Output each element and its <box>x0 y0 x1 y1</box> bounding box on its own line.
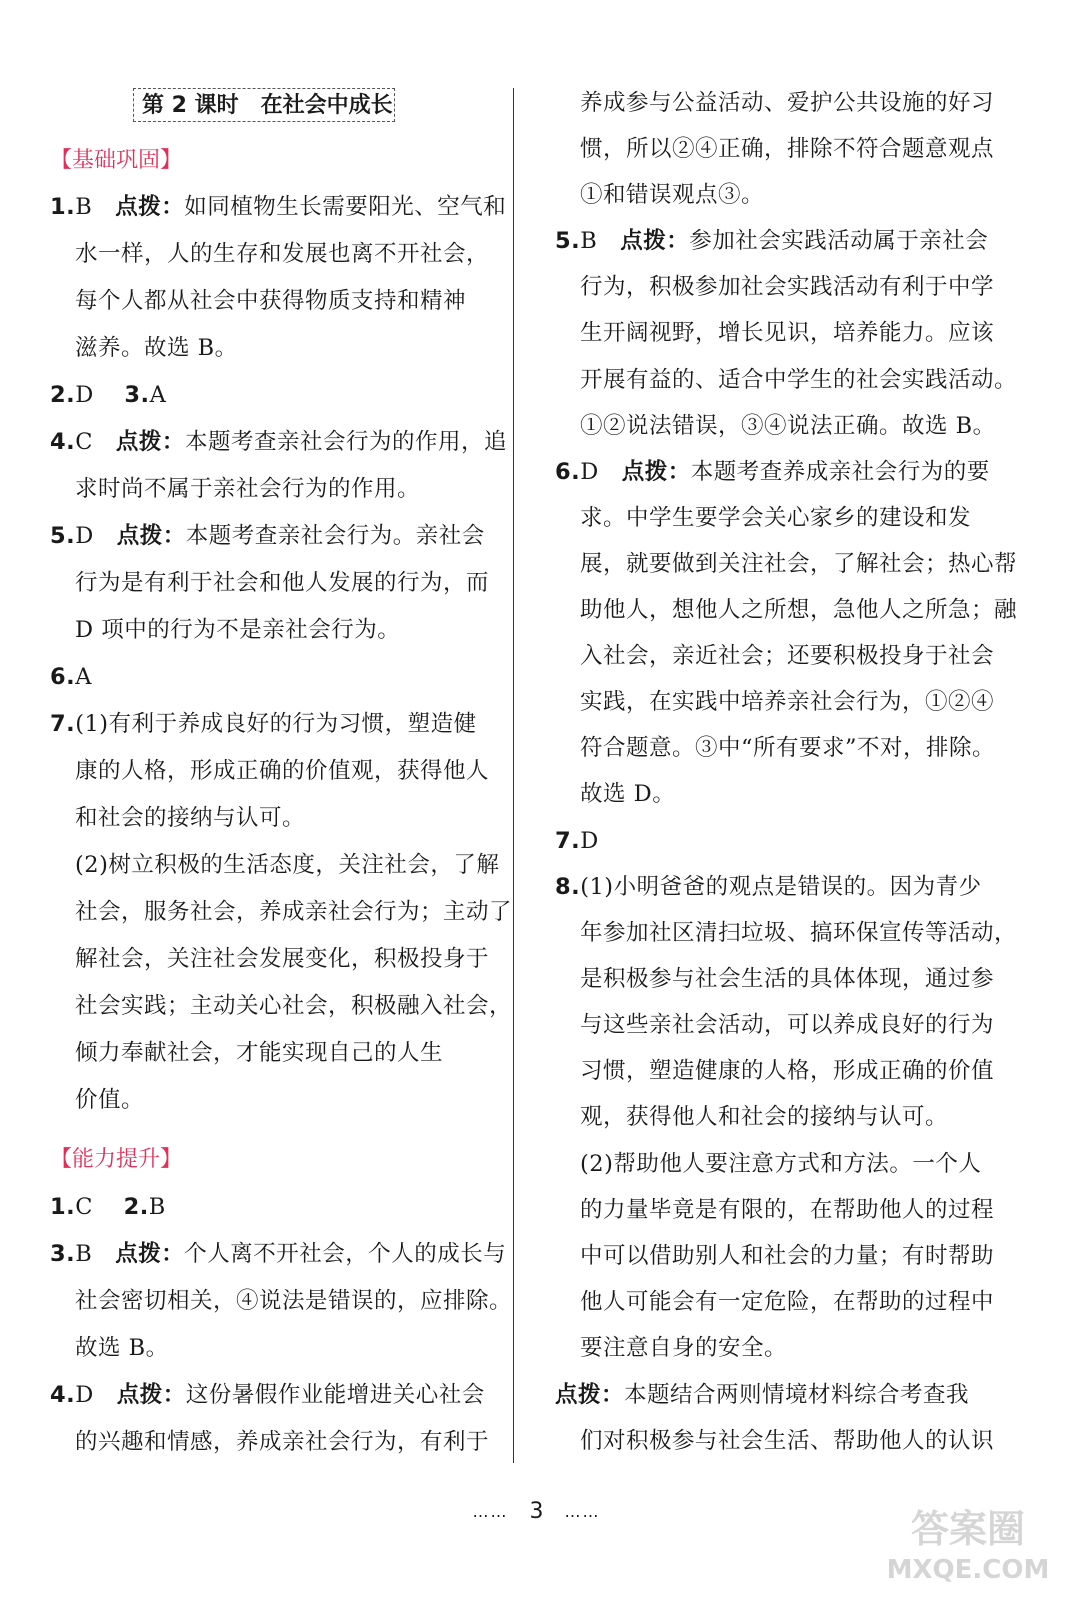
answer-text: D <box>75 382 117 408</box>
right-line <box>580 1426 994 1456</box>
right-line <box>555 226 988 256</box>
answer-text: 与这些亲社会活动，可以养成良好的行为 <box>580 1012 995 1038</box>
left-line <box>75 286 466 316</box>
left-line <box>75 568 489 598</box>
left-line <box>75 991 512 1021</box>
left-line <box>75 1085 144 1115</box>
answer-text: B <box>75 194 116 220</box>
section-basic: 【基础巩固】 <box>50 148 183 173</box>
right-line <box>580 1195 994 1225</box>
answer-text: 观，获得他人和社会的接纳与认可。 <box>580 1104 949 1130</box>
right-line <box>580 411 996 441</box>
left-line <box>50 1380 485 1410</box>
question-number: 6. <box>555 459 581 485</box>
answer-text: 行为，积极参加社会实践活动有利于中学 <box>580 274 995 300</box>
hint-label: 点拨： <box>116 523 186 549</box>
left-line <box>75 803 305 833</box>
hint-text: 这份暑假作业能增进关心社会 <box>185 1382 485 1408</box>
answer-text: 的力量毕竟是有限的，在帮助他人的过程 <box>580 1197 995 1223</box>
answer-text: D <box>75 1382 117 1408</box>
left-line <box>75 333 238 363</box>
answer-text: 实践，在实践中培养亲社会行为，①②④ <box>580 689 995 715</box>
answer-text: 是积极参与社会生活的具体体现，通过参 <box>580 966 995 992</box>
right-line <box>580 365 1017 395</box>
answer-text: D 项中的行为不是亲社会行为。 <box>75 617 401 643</box>
left-line <box>75 1286 512 1316</box>
right-line <box>580 180 764 210</box>
answer-text: B <box>580 228 621 254</box>
hint-text: 本题结合两则情境材料综合考查我 <box>624 1382 970 1408</box>
right-line <box>580 1333 787 1363</box>
answer-text: 习惯，塑造健康的人格，形成正确的价值 <box>580 1058 995 1084</box>
left-line <box>75 615 400 645</box>
hint-label: 点拨： <box>620 228 690 254</box>
answer-text: A <box>75 664 92 690</box>
hint-label: 点拨： <box>115 194 185 220</box>
answer-text: C <box>75 429 116 455</box>
watermark-logo <box>883 1500 1053 1585</box>
left-line <box>75 756 489 786</box>
hint-label: 点拨： <box>621 459 691 485</box>
answer-text: 他人可能会有一定危险，在帮助的过程中 <box>580 1289 995 1315</box>
right-line <box>580 1056 994 1086</box>
question-number: 5. <box>555 228 581 254</box>
question-number: 4. <box>50 1382 76 1408</box>
question-number: 1. <box>50 1194 76 1220</box>
footer-dots-left: …… <box>472 1502 509 1521</box>
answer-text: 的兴趣和情感，养成亲社会行为，有利于 <box>75 1429 490 1455</box>
answer-text: B <box>148 1194 166 1220</box>
left-line <box>50 662 92 692</box>
answer-text: D <box>580 828 599 854</box>
answer-text: 社会，服务社会，养成亲社会行为；主动了 <box>75 899 513 925</box>
right-line <box>580 272 994 302</box>
answer-text: 求时尚不属于亲社会行为的作用。 <box>75 476 421 502</box>
hint-label: 点拨： <box>116 1382 186 1408</box>
answer-text: 生开阔视野，增长见识，培养能力。应该 <box>580 320 995 346</box>
answer-text: A <box>149 382 167 408</box>
answer-text: 年参加社区清扫垃圾、搞环保宣传等活动， <box>580 920 1018 946</box>
hint-label: 点拨： <box>555 1382 625 1408</box>
lesson-heading: 第 2 课时 在社会中成长 <box>142 93 393 118</box>
answer-text: 每个人都从社会中获得物质支持和精神 <box>75 288 467 314</box>
question-number: 3. <box>124 382 150 408</box>
answer-text: 符合题意。③中“所有要求”不对，排除。 <box>580 735 996 761</box>
answer-text: 求。中学生要学会关心家乡的建设和发 <box>580 505 972 531</box>
hint-text: 如同植物生长需要阳光、空气和 <box>184 194 507 220</box>
hint-label: 点拨： <box>115 1241 185 1267</box>
answer-text: 水一样，人的生存和发展也离不开社会， <box>75 241 490 267</box>
question-number: 4. <box>50 429 76 455</box>
answer-text: (1)小明爸爸的观点是错误的。因为青少 <box>580 874 982 900</box>
left-line <box>75 850 499 880</box>
answer-text: 倾力奉献社会，才能实现自己的人生 <box>75 1040 444 1066</box>
answer-text: 养成参与公益活动、爱护公共设施的好习 <box>580 90 995 116</box>
right-line <box>580 779 675 809</box>
right-line <box>555 1380 969 1410</box>
answer-text: 展，就要做到关注社会，了解社会；热心帮 <box>580 551 1018 577</box>
left-line <box>50 1239 506 1269</box>
right-line <box>555 826 599 856</box>
question-number: 5. <box>50 523 76 549</box>
right-line <box>555 872 982 902</box>
answer-text: (2)帮助他人要注意方式和方法。一个人 <box>580 1151 982 1177</box>
left-line <box>75 1038 443 1068</box>
answer-text: ①②说法错误，③④说法正确。故选 B。 <box>580 413 996 439</box>
right-line <box>580 595 1017 625</box>
answer-text: ①和错误观点③。 <box>580 182 765 208</box>
answer-text: 要注意自身的安全。 <box>580 1335 788 1361</box>
left-line <box>75 1427 489 1457</box>
answer-text: D <box>75 523 117 549</box>
right-line <box>580 1102 948 1132</box>
answer-text: 滋养。故选 B。 <box>75 335 238 361</box>
left-line <box>50 1192 166 1222</box>
hint-text: 本题考查亲社会行为的作用，追 <box>184 429 507 455</box>
answer-text: 故选 D。 <box>580 781 676 807</box>
answer-text: (1)有利于养成良好的行为习惯，塑造健 <box>75 711 477 737</box>
answer-text: 价值。 <box>75 1087 145 1113</box>
answer-text: 助他人，想他人之所想，急他人之所急；融 <box>580 597 1018 623</box>
question-number: 1. <box>50 194 76 220</box>
right-line <box>555 457 990 487</box>
answer-text: (2)树立积极的生活态度，关注社会，了解 <box>75 852 500 878</box>
question-number: 8. <box>555 874 581 900</box>
question-number: 7. <box>555 828 581 854</box>
right-line <box>580 641 994 671</box>
question-number: 6. <box>50 664 76 690</box>
left-line <box>50 192 506 222</box>
right-line <box>580 88 994 118</box>
answer-text: 们对积极参与社会生活、帮助他人的认识 <box>580 1428 995 1454</box>
hint-text: 本题考查亲社会行为。亲社会 <box>185 523 485 549</box>
watermark-text-bottom: MXQE.COM <box>886 1555 1050 1585</box>
answer-text: 解社会，关注社会发展变化，积极投身于 <box>75 946 490 972</box>
right-line <box>580 918 1017 948</box>
right-line <box>580 1287 994 1317</box>
answer-text: 惯，所以②④正确，排除不符合题意观点 <box>580 136 995 162</box>
right-line <box>580 549 1017 579</box>
left-line <box>50 380 166 410</box>
right-line <box>580 134 994 164</box>
page-number: 3 <box>529 1499 544 1524</box>
section-ability: 【能力提升】 <box>50 1147 183 1172</box>
answer-text: 行为是有利于社会和他人发展的行为，而 <box>75 570 490 596</box>
hint-text: 参加社会实践活动属于亲社会 <box>689 228 989 254</box>
watermark-text-top: 答案圈 <box>910 1507 1026 1551</box>
answer-text: 康的人格，形成正确的价值观，获得他人 <box>75 758 490 784</box>
right-line <box>580 503 971 533</box>
question-number: 2. <box>50 382 76 408</box>
left-line <box>75 1333 169 1363</box>
hint-label: 点拨： <box>115 429 185 455</box>
right-line <box>580 687 994 717</box>
left-line <box>75 239 489 269</box>
question-number: 7. <box>50 711 76 737</box>
answer-text: 社会密切相关，④说法是错误的，应排除。 <box>75 1288 513 1314</box>
right-line <box>580 318 994 348</box>
answer-text: 故选 B。 <box>75 1335 169 1361</box>
answer-text: B <box>75 1241 116 1267</box>
right-line <box>580 1149 981 1179</box>
answer-text: 社会实践；主动关心社会，积极融入社会， <box>75 993 513 1019</box>
answer-text: 入社会，亲近社会；还要积极投身于社会 <box>580 643 995 669</box>
left-line <box>75 944 489 974</box>
right-line <box>580 1241 994 1271</box>
answer-text: C <box>75 1194 116 1220</box>
left-line <box>50 709 477 739</box>
right-line <box>580 1010 994 1040</box>
answer-text: D <box>580 459 622 485</box>
left-line <box>75 897 512 927</box>
question-number: 2. <box>123 1194 149 1220</box>
hint-text: 个人离不开社会，个人的成长与 <box>184 1241 507 1267</box>
left-line <box>50 521 485 551</box>
answer-text: 中可以借助别人和社会的力量；有时帮助 <box>580 1243 995 1269</box>
answer-text: 开展有益的、适合中学生的社会实践活动。 <box>580 367 1018 393</box>
right-line <box>580 733 995 763</box>
left-line <box>50 427 507 457</box>
right-line <box>580 964 994 994</box>
left-line <box>75 474 420 504</box>
answer-text: 和社会的接纳与认可。 <box>75 805 306 831</box>
hint-text: 本题考查养成亲社会行为的要 <box>690 459 990 485</box>
footer-dots-right: …… <box>564 1502 601 1521</box>
question-number: 3. <box>50 1241 76 1267</box>
column-divider <box>513 88 514 1463</box>
